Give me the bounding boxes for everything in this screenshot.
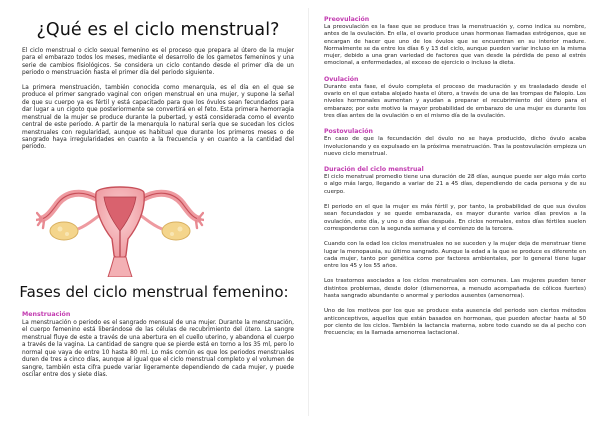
right-column [324, 16, 586, 346]
menstruation-heading: Menstruación [22, 310, 71, 318]
left-column [19, 20, 294, 387]
menopause-paragraph: Cuando con la edad los ciclos menstruales no se suceden y la mujer deja de menstruar tiene lugar la menopausia, su último sangrado. Aunque la edad a la que se produce es diferente en cada mujer, tanto por genética como por factores ambientales, por lo general tiene lugar entre los 45 y los 55 años. [324, 241, 586, 270]
postovulation-paragraph: En caso de que la fecundación del óvulo no se haya producido, dicho óvulo acaba involucionando y es expulsado en la próxima menstruación. Tras la postovulación empieza un nuevo ciclo menstrual. [324, 136, 586, 157]
right-ovary [162, 222, 190, 240]
right-fallopian-tube [142, 193, 198, 219]
menarche-paragraph: La primera menstruación, también conocida como menarquía, es el día en el que se produce el primer sangrado vaginal con origen menstrual en una mujer, y supone la señal de que su cuerpo ya es fértil y está capacitado para que los óvulos sean fecundados para dar lugar a un cigoto que posteriormente se convertirá en el feto. Esta primera hemorragia menstrual de la mujer se produce durante la pubertad, y está considerada como el evento central de este periodo. A partir de la menarquía lo natural sería que se sucedan los ciclos menstruales con regularidad, aunque es habitual que durante los primeros meses o de sangrado haya irregularidades en cuanto a la frecuencia y en cuanto a la cantidad del periodo. [22, 84, 294, 151]
fertile-days-paragraph: El periodo en el que la mujer es más fértil y, por tanto, la probabilidad de que sus óvulos sean fecundados y se quede embarazada, es mayor durante varios días previos a la ovulación, este día, y uno o dos días después. En ciclos normales, estos días fértiles suelen corresponderse con la segunda semana y el comienzo de la tercera. [324, 204, 586, 232]
postovulation-heading: Postovulación [324, 128, 373, 136]
preovulation-heading: Preovulación [324, 16, 370, 23]
menstruation-paragraph: La menstruación o periodo es el sangrado mensual de una mujer. Durante la menstruación, el cuerpo femenino está liberándose de las células de recubrimiento del útero. La sangre menstrual fluye de este a través de una abertura en el cuello uterino, y abandona el cuerpo a través de la vagina. La cantidad de sangre que se pierde está en torno a los 35 ml, pero lo normal que vaya de entre 10 hasta 80 ml. Lo más común es que los periodos menstruales duren de tres a cinco días, aunque al igual que el ciclo menstrual completo y el volumen de sangre, también esta cifra puede variar ligeramente dependiendo de cada mujer, y puede oscilar entre dos y siete días. [22, 319, 294, 379]
preovulation-paragraph: La preovulación es la fase que se produce tras la menstruación y, como indica su nombre, antes de la ovulación. En ella, el ovario produce unas hormonas llamadas estrógenos, que se encargan de hacer que uno de los óvulos que se encuentran en su interior madure. Normalmente se da entre los días 6 y 13 del ciclo, aunque pueden variar incluso en la misma mujer, debido a una gran variedad de factores que van desde la pérdida de peso al estrés emocional, a enfermedades, al exceso de ejercicio o incluso la dieta. [324, 24, 586, 67]
vagina [108, 257, 132, 277]
amenorrhea-paragraph: Uno de los motivos por los que se produce esta ausencia del periodo son ciertos métodos anticonceptivos, aquellos que están basados en hormonas, que pueden afectar hasta al 50 por ciento de los ciclos. También la lactancia materna, sobre todo cuando se da al pecho con frecuencia; es la llamada amenorrea lactacional. [324, 308, 586, 337]
left-fallopian-tube [42, 193, 98, 219]
column-divider [308, 8, 309, 416]
ovulation-heading: Ovulación [324, 75, 359, 83]
page-title: ¿Qué es el ciclo menstrual? [36, 20, 280, 40]
uterus-illustration [36, 159, 204, 277]
intro-paragraph: El ciclo menstrual o ciclo sexual femenino es el proceso que prepara al útero de la mujer para el embarazo todos los meses, mediante el desarrollo de los gametos femeninos y una serie de cambios fisiológicos. Se considera un ciclo contando desde el primer día de un periodo o menstruación hasta el primer día del periodo siguiente. [22, 48, 294, 77]
left-ovary [50, 222, 78, 240]
ovulation-paragraph: Durante esta fase, el óvulo completa el proceso de maduración y es trasladado desde el ovario en el que estaba alojado hasta el útero, a través de una de las trompas de Falopio. Los niveles hormonales aumentan y ayudan a preparar el recubrimiento del útero para el embarazo; por este motivo la mayor probabilidad de embarazo de una mujer es durante los tres días antes de la ovulación o en el mismo día de la ovulación. [324, 83, 586, 119]
phases-subtitle: Fases del ciclo menstrual femenino: [19, 282, 289, 301]
cycle-duration-paragraph: El ciclo menstrual promedio tiene una duración de 28 días, aunque puede ser algo más corto o algo más largo, llegando a variar de 21 a 45 días, dependiendo de cada persona y de su cuerpo. [324, 174, 586, 195]
cycle-duration-heading: Duración del ciclo menstrual [324, 166, 424, 174]
disorders-paragraph: Los trastornos asociados a los ciclos menstruales son comunes. Las mujeres pueden tener distintos problemas, desde dolor (dismenorrea, a menudo acompañada de cólicos fuertes) hasta sangrado abundante o anormal y periodos ausentes (amenorrea). [324, 278, 586, 300]
